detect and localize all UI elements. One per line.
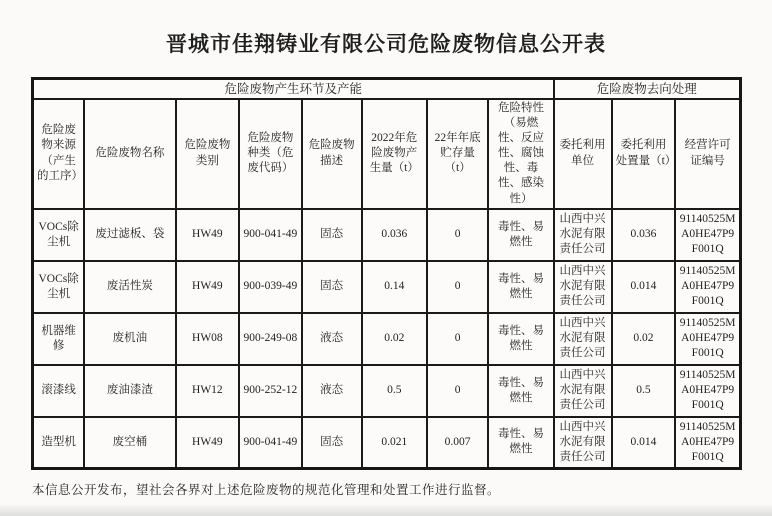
cell-r4-c10: 0.5 [612,365,676,417]
cell-r3-c11: 91140525MA0HE47P9F001Q [675,313,740,365]
table-row-2 [33,261,741,313]
cell-r5-c8: 毒性、易燃性 [488,417,553,469]
column-header-10: 委托利用处置量（t） [612,99,676,209]
cell-r3-c3: HW08 [176,313,240,365]
table-row-4 [33,365,741,417]
cell-r4-c6: 0.5 [362,365,427,417]
cell-r2-c9: 山西中兴水泥有限责任公司 [554,261,612,313]
column-header-4: 危险废物种类（危废代码） [239,99,301,209]
cell-r3-c8: 毒性、易燃性 [488,313,553,365]
column-header-11: 经营许可证编号 [675,99,740,209]
cell-r2-c3: HW49 [176,261,240,313]
cell-r4-c7: 0 [427,365,489,417]
cell-r5-c1: 造型机 [33,417,85,469]
column-header-5: 危险废物描述 [302,99,362,209]
cell-r3-c10: 0.02 [612,313,676,365]
cell-r1-c3: HW49 [176,209,240,261]
group-header-disposal: 危险废物去向处理 [554,79,741,99]
cell-r2-c5: 固态 [302,261,362,313]
cell-r1-c5: 固态 [302,209,362,261]
cell-r4-c9: 山西中兴水泥有限责任公司 [554,365,612,417]
cell-r2-c2: 废活性炭 [84,261,175,313]
cell-r4-c4: 900-252-12 [239,365,301,417]
table-row-3 [33,313,741,365]
table-row-1 [33,209,741,261]
cell-r2-c6: 0.14 [362,261,427,313]
footer-note: 本信息公开发布，望社会各界对上述危险废物的规范化管理和处置工作进行监督。 [32,483,501,497]
cell-r2-c11: 91140525MA0HE47P9F001Q [675,261,740,313]
cell-r4-c1: 滚漆线 [33,365,85,417]
cell-r1-c1: VOCs除尘机 [33,209,85,261]
column-header-9: 委托利用单位 [554,99,612,209]
cell-r4-c5: 液态 [302,365,362,417]
hazardous-waste-table [31,77,742,470]
group-header-production: 危险废物产生环节及产能 [33,79,554,99]
column-header-8: 危险特性（易燃性、反应性、腐蚀性、毒性、感染性） [488,99,553,209]
cell-r4-c2: 废油漆渣 [84,365,175,417]
column-header-1: 危险废物来源（产生的工序） [33,99,85,209]
cell-r3-c5: 液态 [302,313,362,365]
cell-r5-c5: 固态 [302,417,362,469]
cell-r1-c9: 山西中兴水泥有限责任公司 [554,209,612,261]
table-head [33,79,741,209]
cell-r5-c4: 900-041-49 [239,417,301,469]
cell-r3-c1: 机器维修 [33,313,85,365]
table-row-5 [33,417,741,469]
scan-edge-artifact [0,505,772,516]
group-header-row [33,79,741,99]
cell-r3-c4: 900-249-08 [239,313,301,365]
cell-r3-c7: 0 [427,313,489,365]
cell-r2-c4: 900-039-49 [239,261,301,313]
cell-r1-c4: 900-041-49 [239,209,301,261]
cell-r2-c7: 0 [427,261,489,313]
cell-r5-c2: 废空桶 [84,417,175,469]
cell-r3-c6: 0.02 [362,313,427,365]
column-header-2: 危险废物名称 [84,99,175,209]
cell-r1-c2: 废过滤板、袋 [84,209,175,261]
cell-r3-c2: 废机油 [84,313,175,365]
page-title: 晋城市佳翔铸业有限公司危险废物信息公开表 [166,32,606,56]
cell-r5-c7: 0.007 [427,417,489,469]
cell-r5-c6: 0.021 [362,417,427,469]
cell-r2-c8: 毒性、易燃性 [488,261,553,313]
cell-r5-c10: 0.014 [612,417,676,469]
cell-r4-c11: 91140525MA0HE47P9F001Q [675,365,740,417]
cell-r3-c9: 山西中兴水泥有限责任公司 [554,313,612,365]
cell-r4-c8: 毒性、易燃性 [488,365,553,417]
cell-r1-c10: 0.036 [612,209,676,261]
cell-r5-c9: 山西中兴水泥有限责任公司 [554,417,612,469]
table-body [33,209,741,469]
column-header-7: 22年年底贮存量（t） [427,99,489,209]
cell-r5-c11: 91140525MA0HE47P9F001Q [675,417,740,469]
cell-r2-c1: VOCs除尘机 [33,261,85,313]
cell-r1-c11: 91140525MA0HE47P9F001Q [675,209,740,261]
cell-r1-c8: 毒性、易燃性 [488,209,553,261]
column-header-6: 2022年危险废物产生量（t） [362,99,427,209]
column-header-3: 危险废物类别 [176,99,240,209]
cell-r5-c3: HW49 [176,417,240,469]
column-header-row [33,99,741,209]
cell-r1-c7: 0 [427,209,489,261]
cell-r4-c3: HW12 [176,365,240,417]
cell-r2-c10: 0.014 [612,261,676,313]
cell-r1-c6: 0.036 [362,209,427,261]
